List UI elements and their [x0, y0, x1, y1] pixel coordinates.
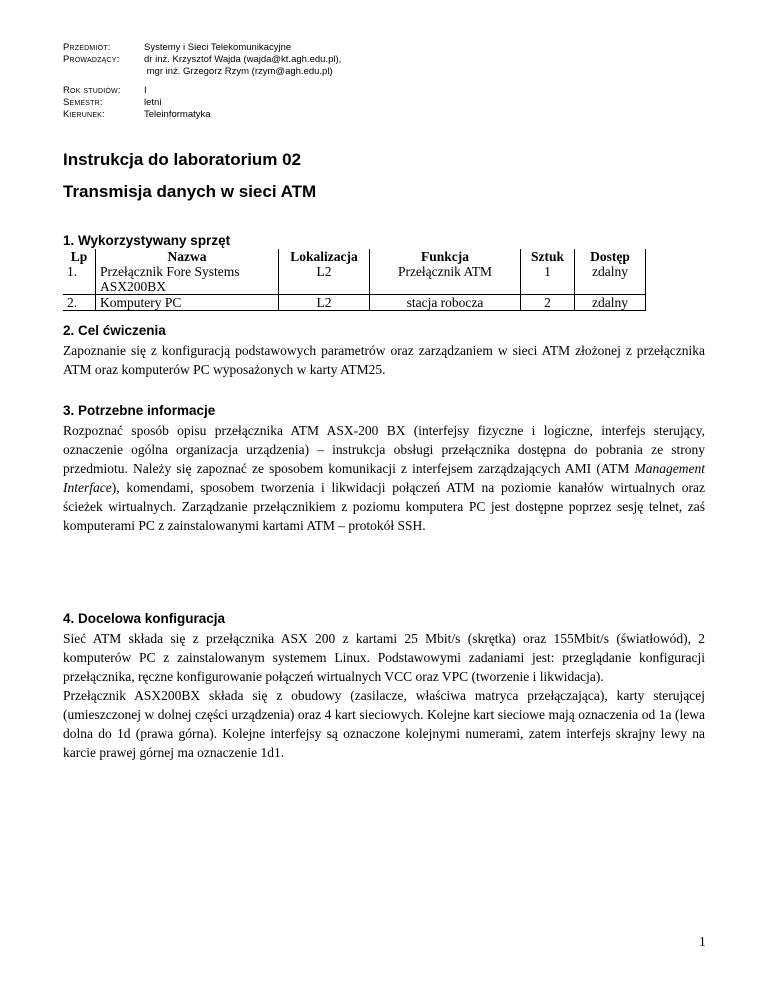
text-run: Rozpoznać sposób opisu przełącznika ATM ASX-200 BX (interfejsy fizyczne i logiczne, interfejs sterujący, oznaczenie ogólna organizacja urządzenia) – instrukcja obsługi przełącznika dostępna do pobrania ze strony przedmiotu. Należy się zapoznać ze sposobem komunikacji z interfejsem zarządzających AMI (ATM [63, 423, 705, 476]
meta-value: letni [144, 97, 162, 108]
course-metadata [63, 42, 341, 121]
table-cell: L2 [279, 264, 370, 295]
meta-value: Systemy i Sieci Telekomunikacyjne [144, 42, 292, 53]
meta-value: I [144, 85, 147, 96]
section-heading-info: 3. Potrzebne informacje [63, 403, 216, 418]
page-number: 1 [699, 934, 706, 949]
text-italic: Management Interface [63, 461, 705, 495]
info-paragraph [63, 421, 705, 535]
paragraph-text: Przełącznik ASX200BX składa się z obudowy (zasilacze, właściwa matryca przełączająca), karty sterującej (umieszczonej w dolnej części urządzenia) oraz 4 kart sieciowych. Kolejne kart sieciowe mają oznaczenia od 1a (lewa dolna do 1d (prawa górna). Kolejne interfejsy są oznaczone kolejnymi numerami, zatem interfejs skrajny lewy na karcie prawej górnej ma oznaczenie 1d1. [63, 688, 705, 760]
table-row [63, 295, 646, 311]
section-heading-equipment: 1. Wykorzystywany sprzęt [63, 233, 231, 248]
table-header: Nazwa [96, 249, 279, 264]
document-title: Instrukcja do laboratorium 02 [63, 150, 302, 169]
table-cell: zdalny [575, 295, 646, 311]
table-header-row [63, 249, 646, 264]
table-cell: Komputery PC [96, 295, 279, 311]
paragraph-text: Sieć ATM składa się z przełącznika ASX 200 z kartami 25 Mbit/s (skrętka) oraz 155Mbit/s (światłowód), 2 komputerów PC z zainstalowanym systemem Linux. Podstawowymi zadaniami jest: przeglądanie konfiguracji przełącznika, ręczne konfigurowanie połączeń wirtualnych VCC oraz VPC (tworzenie i likwidacja). [63, 631, 705, 684]
meta-key: Kierunek: [63, 109, 105, 120]
table-header: Lokalizacja [279, 249, 370, 264]
table-cell: Przełącznik ATM [370, 264, 521, 295]
meta-key: Przedmiot: [63, 42, 111, 53]
table-cell: 1 [521, 264, 575, 295]
meta-row-instructor-2 [63, 66, 341, 78]
table-row [63, 264, 646, 295]
table-header: Funkcja [370, 249, 521, 264]
meta-row-instructor [63, 54, 341, 66]
paragraph-text [63, 421, 705, 535]
meta-value: mgr inż. Grzegorz Rzym (rzym@agh.edu.pl) [144, 66, 333, 77]
section-heading-config: 4. Docelowa konfiguracja [63, 611, 226, 626]
meta-row-semester [63, 97, 341, 109]
equipment-table [63, 249, 646, 311]
section-heading-goal: 2. Cel ćwiczenia [63, 323, 166, 338]
text-run: ), komendami, sposobem tworzenia i likwidacji połączeń ATM na poziomie kanałów wirtualnych oraz ścieżek wirtualnych. Zarządzanie przełącznikiem z poziomu komputera PC jest dostępne poprzez sesję telnet, zaś komputerami PC z zainstalowanymi kartami ATM – protokół SSH. [63, 480, 705, 533]
meta-row-field [63, 109, 341, 121]
table-cell: Przełącznik Fore Systems ASX200BX [96, 264, 279, 295]
meta-row-subject [63, 42, 341, 54]
table-cell: zdalny [575, 264, 646, 295]
table-header: Dostęp [575, 249, 646, 264]
config-paragraphs [63, 629, 705, 762]
meta-key: Prowadzący: [63, 54, 120, 65]
meta-key: Semestr: [63, 97, 103, 108]
table-cell: stacja robocza [370, 295, 521, 311]
table-cell: L2 [279, 295, 370, 311]
meta-row-year [63, 85, 341, 97]
meta-key: Rok studiów: [63, 85, 121, 96]
goal-paragraph [63, 341, 705, 379]
meta-key [63, 66, 144, 78]
table-cell: 1. [67, 264, 78, 279]
table-header: Sztuk [521, 249, 575, 264]
table-cell: 2. [63, 295, 96, 311]
paragraph-text: Zapoznanie się z konfiguracją podstawowych parametrów oraz zarządzaniem w sieci ATM złożonej z przełącznika ATM oraz komputerów PC wyposażonych w karty ATM25. [63, 343, 705, 377]
table-cell: 2 [521, 295, 575, 311]
meta-value: dr inż. Krzysztof Wajda (wajda@kt.agh.edu.pl), [144, 54, 342, 65]
table-header: Lp [70, 249, 88, 264]
document-subtitle: Transmisja danych w sieci ATM [63, 182, 317, 201]
meta-value: Teleinformatyka [144, 109, 211, 120]
